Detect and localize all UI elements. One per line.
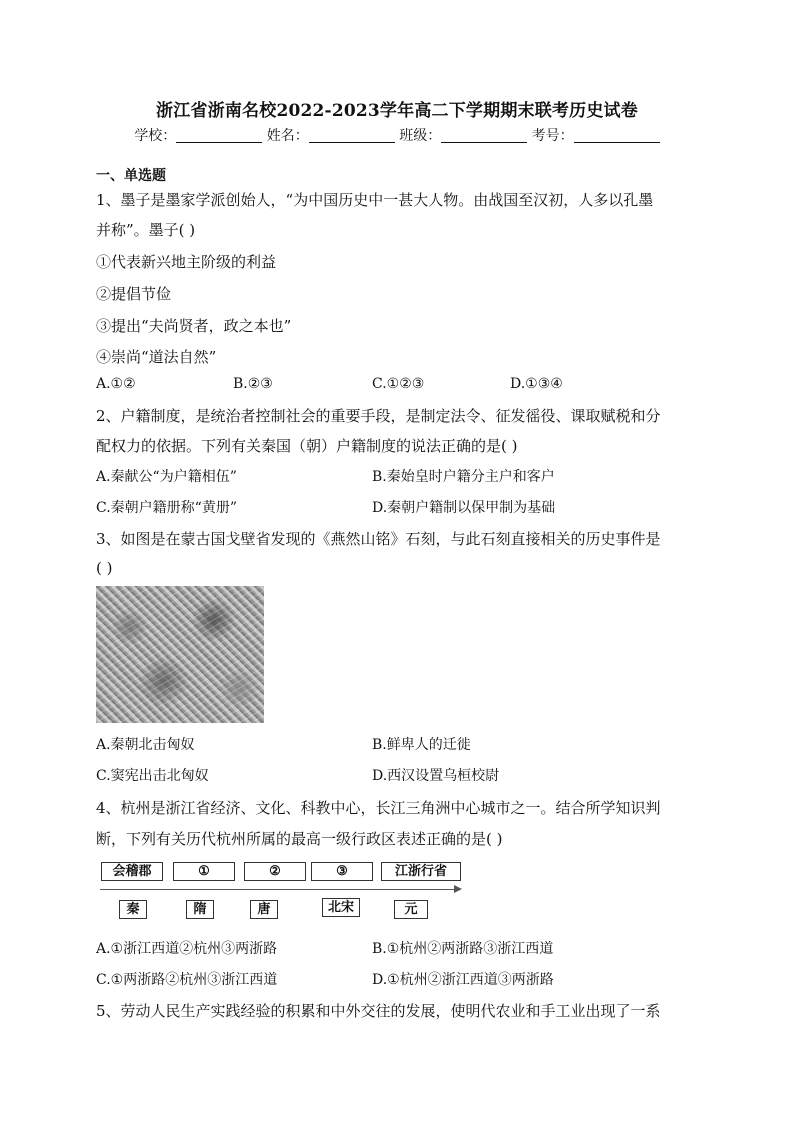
- q1-item-1: ①代表新兴地主阶级的利益: [96, 253, 277, 271]
- name-blank[interactable]: [309, 128, 395, 143]
- diagram-bottom-box-4: 北宋: [322, 898, 360, 917]
- school-blank[interactable]: [176, 128, 262, 143]
- q4-option-b[interactable]: B.①杭州②两浙路③浙江西道: [372, 941, 554, 957]
- q1-option-b[interactable]: B.②③: [233, 376, 273, 392]
- q3-option-c[interactable]: C.窦宪出击北匈奴: [96, 768, 209, 784]
- timeline-arrow-head: [454, 885, 462, 893]
- diagram-bottom-box-1: 秦: [119, 900, 147, 919]
- diagram-bottom-box-5: 元: [394, 900, 428, 919]
- q3-option-a[interactable]: A.秦朝北击匈奴: [96, 737, 195, 753]
- school-label: 学校：: [134, 128, 177, 144]
- q1-option-d[interactable]: D.①③④: [510, 376, 563, 392]
- q4-option-a[interactable]: A.①浙江西道②杭州③两浙路: [96, 941, 278, 957]
- q3-stem-line2: ( ): [96, 559, 113, 577]
- q2-option-c[interactable]: C.秦朝户籍册称“黄册”: [96, 500, 237, 516]
- class-label: 班级：: [399, 128, 442, 144]
- q1-item-3: ③提出“夫尚贤者，政之本也”: [96, 317, 292, 335]
- q2-option-d[interactable]: D.秦朝户籍制以保甲制为基础: [372, 500, 556, 516]
- exam-title: 浙江省浙南名校2022-2023学年高二下学期期末联考历史试卷: [156, 101, 638, 121]
- diagram-top-box-3: ②: [244, 862, 306, 881]
- q3-option-b[interactable]: B.鲜卑人的迁徙: [372, 737, 471, 753]
- diagram-top-box-2: ①: [173, 862, 235, 881]
- diagram-bottom-box-3: 唐: [250, 900, 278, 919]
- q1-item-4: ④崇尚“道法自然”: [96, 348, 217, 366]
- q2-option-b[interactable]: B.秦始皇时户籍分主户和客户: [372, 469, 555, 485]
- q3-option-d[interactable]: D.西汉设置乌桓校尉: [372, 768, 500, 784]
- q2-stem-line1: 2、户籍制度，是统治者控制社会的重要手段，是制定法令、征发徭役、课取赋税和分: [96, 407, 661, 425]
- q2-option-a[interactable]: A.秦献公“为户籍相伍”: [96, 469, 237, 485]
- class-blank[interactable]: [441, 128, 527, 143]
- student-info-row: [0, 125, 794, 145]
- timeline-arrow-line: [100, 889, 456, 890]
- q2-stem-line2: 配权力的依据。下列有关秦国（朝）户籍制度的说法正确的是( ): [96, 437, 518, 455]
- q1-option-a[interactable]: A.①②: [96, 376, 136, 392]
- name-label: 姓名：: [266, 128, 309, 144]
- diagram-top-box-1: 会稽郡: [101, 862, 163, 881]
- q1-stem-line1: 1、墨子是墨家学派创始人，“为中国历史中一甚大人物。由战国至汉初，人多以孔墨: [96, 191, 654, 209]
- diagram-bottom-box-2: 隋: [186, 900, 214, 919]
- q1-option-c[interactable]: C.①②③: [372, 376, 425, 392]
- diagram-top-box-4: ③: [311, 862, 373, 881]
- stone-inscription-photo: [96, 586, 264, 723]
- exam-number-label: 考号：: [531, 128, 574, 144]
- q5-stem-line1: 5、劳动人民生产实践经验的积累和中外交往的发展，使明代农业和手工业出现了一系: [96, 1002, 661, 1020]
- q4-stem-line1: 4、杭州是浙江省经济、文化、科教中心，长江三角洲中心城市之一。结合所学知识判: [96, 799, 661, 817]
- q4-option-c[interactable]: C.①两浙路②杭州③浙江西道: [96, 972, 278, 988]
- q4-stem-line2: 断，下列有关历代杭州所属的最高一级行政区表述正确的是( ): [96, 830, 503, 848]
- q3-stem-line1: 3、如图是在蒙古国戈壁省发现的《燕然山铭》石刻，与此石刻直接相关的历史事件是: [96, 530, 661, 548]
- q1-stem-line2: 并称”。墨子( ): [96, 221, 196, 239]
- section-title: 一、单选题: [96, 168, 166, 184]
- q4-option-d[interactable]: D.①杭州②浙江西道③两浙路: [372, 972, 554, 988]
- q1-item-2: ②提倡节俭: [96, 285, 172, 303]
- diagram-top-box-5: 江浙行省: [381, 862, 461, 881]
- exam-number-blank[interactable]: [574, 128, 660, 143]
